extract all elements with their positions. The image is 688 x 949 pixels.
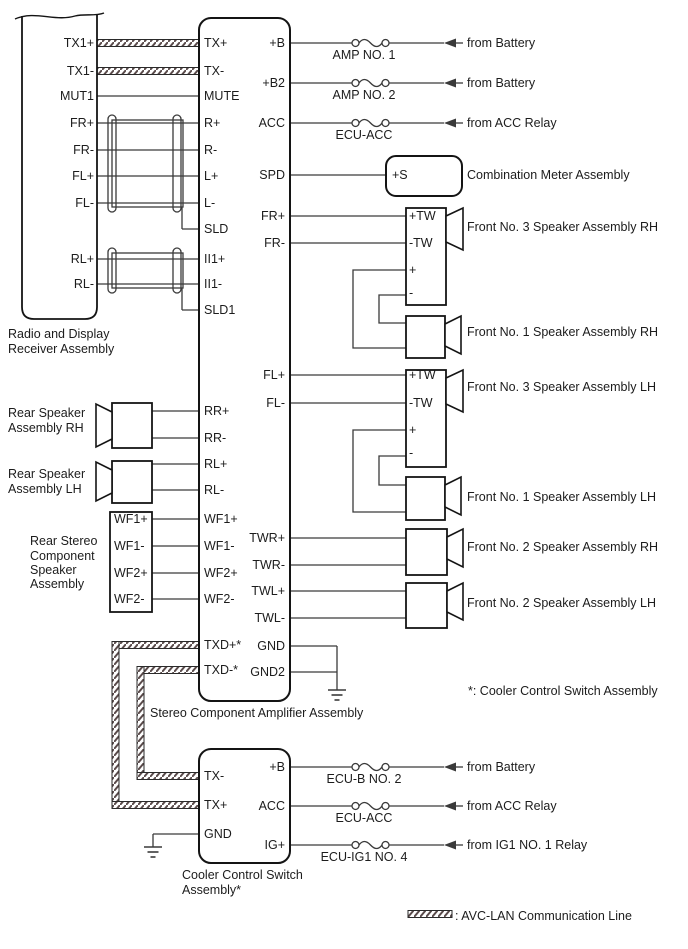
fuse-icon (352, 803, 359, 810)
pin-label: R- (204, 143, 218, 157)
break-line-icon (15, 13, 104, 19)
pin-label: L+ (204, 169, 219, 183)
arrow-left-icon (444, 802, 456, 811)
arrow-left-icon (444, 119, 456, 128)
front-no1-speaker-lh-box (406, 477, 445, 520)
pin-label: WF1- (114, 539, 145, 553)
pin-label: FL- (75, 196, 94, 210)
fuse-label: ECU-ACC (335, 811, 393, 825)
avc-lan-communication-line (137, 667, 144, 780)
component-label: Rear Stereo (30, 534, 98, 548)
component-label: Front No. 3 Speaker Assembly LH (467, 380, 656, 394)
front-no3-lh-horn-icon (446, 370, 463, 412)
front-no2-speaker-rh-box (406, 529, 447, 575)
pin-label: R+ (204, 116, 221, 130)
fuse-icon (352, 80, 359, 87)
shield-end-icon (173, 115, 181, 212)
pin-label: TXD-* (204, 663, 239, 677)
avc-lan-communication-line (112, 802, 199, 809)
arrow-left-icon (444, 841, 456, 850)
front-no1-lh-horn-icon (445, 477, 461, 515)
pin-label: - (409, 286, 414, 300)
pin-label: FR+ (70, 116, 94, 130)
pin-label: FL- (266, 396, 285, 410)
component-label: Front No. 3 Speaker Assembly RH (467, 220, 659, 234)
legend-swatch-avc-lan-line (408, 911, 452, 918)
pin-label: RR+ (204, 404, 230, 418)
pin-label: TWR+ (249, 531, 285, 545)
front-no2-speaker-lh-box (406, 583, 447, 628)
pin-label: +S (392, 168, 408, 182)
avc-lan-communication-line (112, 642, 119, 809)
component-label: Receiver Assembly (8, 342, 115, 356)
source-label: from IG1 NO. 1 Relay (467, 838, 588, 852)
pin-label: FL+ (263, 368, 285, 382)
component-label: Radio and Display (8, 327, 110, 341)
pin-label: + (409, 263, 417, 277)
fuse-icon (382, 842, 389, 849)
avc-lan-communication-line (137, 773, 199, 780)
radio-receiver-box (22, 15, 97, 319)
pin-label: TX+ (204, 36, 228, 50)
pin-label: +TW (409, 368, 436, 382)
pin-label: II1- (204, 277, 223, 291)
fuse-icon (352, 40, 359, 47)
pin-label: - (409, 446, 414, 460)
pin-label: MUT1 (59, 89, 94, 103)
fuse-label: ECU-IG1 NO. 4 (320, 850, 408, 864)
pin-label: TWR- (252, 558, 285, 572)
fuse-icon (382, 120, 389, 127)
pin-label: RL- (73, 277, 94, 291)
pin-label: WF2- (114, 592, 145, 606)
source-label: from Battery (467, 76, 536, 90)
front-no3-rh-horn-icon (446, 208, 463, 250)
pin-label: +B2 (262, 76, 285, 90)
legend-label: : AVC-LAN Communication Line (455, 909, 632, 923)
pin-label: SPD (259, 168, 285, 182)
fuse-icon (359, 80, 382, 87)
fuse-icon (382, 80, 389, 87)
pin-label: MUTE (204, 89, 240, 103)
fuse-icon (382, 764, 389, 771)
source-label: from ACC Relay (467, 116, 557, 130)
fuse-icon (352, 842, 359, 849)
pin-label: GND2 (250, 665, 285, 679)
pin-label: WF2- (204, 592, 235, 606)
fuse-label: ECU-ACC (335, 128, 393, 142)
pin-label: GND (257, 639, 285, 653)
pin-label: TX1+ (63, 36, 94, 50)
pin-label: SLD (204, 222, 229, 236)
shield-end-icon (173, 248, 181, 293)
component-label: Rear Speaker (8, 406, 86, 420)
pin-label: TX1- (66, 64, 94, 78)
avc-lan-communication-line (137, 667, 199, 674)
rear-speaker-lh-box (112, 461, 152, 503)
pin-label: WF1+ (204, 512, 238, 526)
pin-label: RL- (204, 483, 225, 497)
rear-speaker-rh-box (112, 403, 152, 448)
fuse-icon (359, 803, 382, 810)
component-label: Assembly RH (8, 421, 84, 435)
fuse-icon (352, 764, 359, 771)
avc-lan-communication-line (97, 68, 199, 75)
avc-lan-communication-line (97, 40, 199, 47)
pin-label: L- (204, 196, 216, 210)
pin-label: -TW (409, 396, 433, 410)
source-label: from Battery (467, 36, 536, 50)
pin-label: RR- (204, 431, 227, 445)
arrow-left-icon (444, 763, 456, 772)
wire (379, 295, 406, 323)
source-label: from ACC Relay (467, 799, 557, 813)
pin-label: GND (204, 827, 232, 841)
pin-label: +B (269, 36, 285, 50)
fuse-icon (359, 842, 382, 849)
pin-label: FR- (264, 236, 285, 250)
component-label: Combination Meter Assembly (467, 168, 630, 182)
pin-label: +B (269, 760, 285, 774)
pin-label: ACC (258, 116, 285, 130)
pin-label: IG+ (264, 838, 285, 852)
fuse-label: AMP NO. 1 (332, 48, 396, 62)
component-label: Rear Speaker (8, 467, 86, 481)
pin-label: TX- (204, 769, 225, 783)
pin-label: TWL+ (251, 584, 285, 598)
pin-label: TWL- (254, 611, 285, 625)
pin-label: SLD1 (204, 303, 236, 317)
component-label: Front No. 2 Speaker Assembly RH (467, 540, 659, 554)
component-label: Front No. 2 Speaker Assembly LH (467, 596, 656, 610)
component-label: Assembly LH (8, 482, 82, 496)
fuse-icon (359, 40, 382, 47)
component-label: Assembly* (182, 883, 242, 897)
front-no1-rh-horn-icon (445, 316, 461, 354)
pin-label: FR+ (261, 209, 285, 223)
pin-label: WF1- (204, 539, 235, 553)
pin-label: TX+ (204, 798, 228, 812)
pin-label: WF1+ (114, 512, 148, 526)
component-label: Front No. 1 Speaker Assembly LH (467, 490, 656, 504)
pin-label: WF2+ (204, 566, 238, 580)
arrow-left-icon (444, 79, 456, 88)
fuse-icon (359, 764, 382, 771)
fuse-icon (382, 803, 389, 810)
front-no2-rh-horn-icon (447, 529, 463, 567)
front-no1-speaker-rh-box (406, 316, 445, 358)
pin-label: TX- (204, 64, 225, 78)
avc-lan-communication-line (112, 642, 199, 649)
fuse-label: ECU-B NO. 2 (326, 772, 402, 786)
pin-label: FL+ (72, 169, 94, 183)
wire (379, 456, 406, 485)
pin-label: RL+ (204, 457, 228, 471)
rear-speaker-lh-horn-icon (96, 462, 112, 501)
front-no2-lh-horn-icon (447, 583, 463, 620)
pin-label: TXD+* (204, 638, 242, 652)
source-label: from Battery (467, 760, 536, 774)
footnote: *: Cooler Control Switch Assembly (468, 684, 658, 698)
rear-speaker-rh-horn-icon (96, 404, 112, 447)
pin-label: -TW (409, 236, 433, 250)
pin-label: ACC (258, 799, 285, 813)
fuse-icon (382, 40, 389, 47)
component-label: Assembly (30, 577, 85, 591)
fuse-label: AMP NO. 2 (332, 88, 396, 102)
fuse-icon (352, 120, 359, 127)
component-label: Stereo Component Amplifier Assembly (150, 706, 364, 720)
pin-label: WF2+ (114, 566, 148, 580)
pin-label: +TW (409, 209, 436, 223)
pin-label: II1+ (204, 252, 226, 266)
pin-label: + (409, 423, 417, 437)
pin-label: RL+ (70, 252, 94, 266)
pin-label: FR- (73, 143, 94, 157)
component-label: Speaker (30, 563, 77, 577)
component-label: Front No. 1 Speaker Assembly RH (467, 325, 659, 339)
component-label: Component (30, 549, 95, 563)
component-label: Cooler Control Switch (182, 868, 303, 882)
arrow-left-icon (444, 39, 456, 48)
fuse-icon (359, 120, 382, 127)
